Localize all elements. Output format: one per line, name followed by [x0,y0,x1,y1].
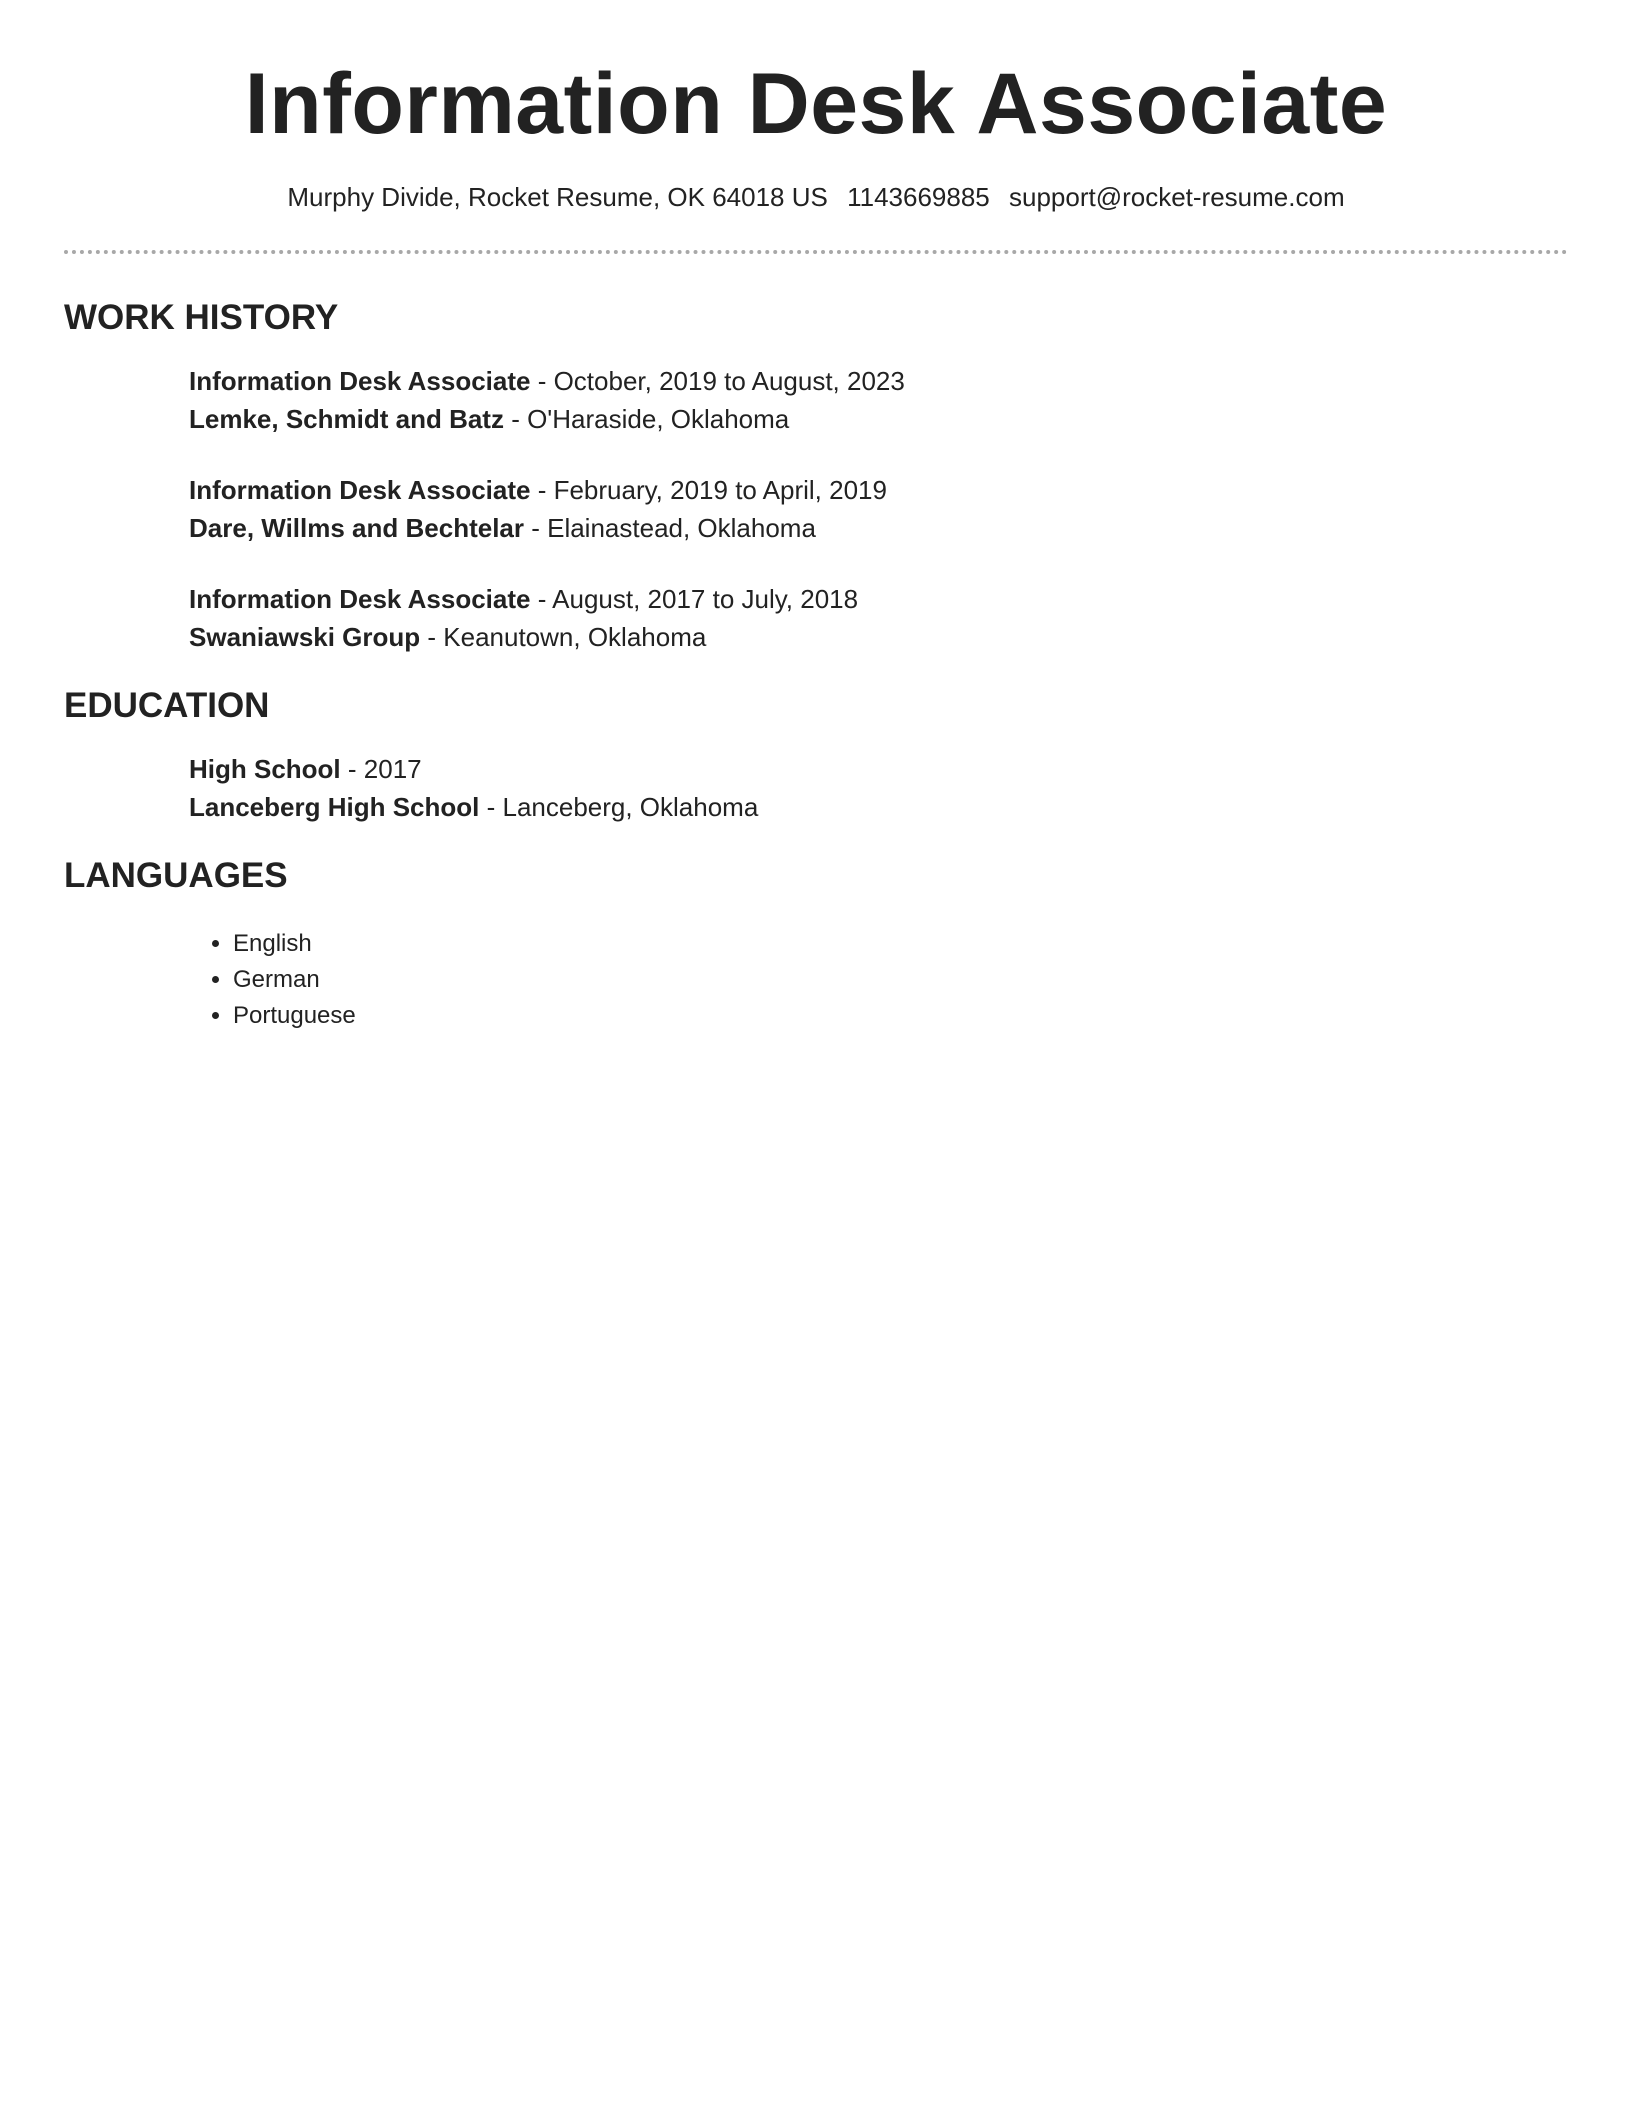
job-location: - Elainastead, Oklahoma [524,513,816,543]
degree: High School [189,754,341,784]
job-title-line [189,362,905,400]
job-company-line [189,400,905,438]
graduation-year: - 2017 [340,754,422,784]
school-line [189,788,758,826]
contact-phone: 1143669885 [847,182,990,212]
job-company-line [189,618,858,656]
header-divider [64,250,1568,254]
job-title-line [189,471,887,509]
languages-list [189,926,356,1034]
degree-line [189,750,758,788]
job-company: Swaniawski Group [189,622,421,652]
language-item: • German [233,962,356,998]
school-location: - Lanceberg, Oklahoma [479,792,759,822]
school-name: Lanceberg High School [189,792,480,822]
contact-address: Murphy Divide, Rocket Resume, OK 64018 US [287,182,828,212]
work-history-heading: WORK HISTORY [64,298,339,337]
job-role: Information Desk Associate [189,584,531,614]
language-item: • Portuguese [233,998,356,1034]
job-entry [189,471,887,547]
job-location: - O'Haraside, Oklahoma [503,404,790,434]
language-item: • English [233,926,356,962]
education-heading: EDUCATION [64,686,270,725]
job-dates: - August, 2017 to July, 2018 [530,584,859,614]
job-company: Dare, Willms and Bechtelar [189,513,524,543]
job-entry [189,580,858,656]
job-location: - Keanutown, Oklahoma [420,622,707,652]
job-entry [189,362,905,438]
resume-name: Information Desk Associate [244,56,1388,152]
job-company: Lemke, Schmidt and Batz [189,404,504,434]
education-entry [189,750,758,826]
job-company-line [189,509,887,547]
contact-email: support@rocket-resume.com [1008,182,1345,212]
job-dates: - February, 2019 to April, 2019 [530,475,887,505]
job-dates: - October, 2019 to August, 2023 [530,366,905,396]
job-role: Information Desk Associate [189,366,531,396]
languages-heading: LANGUAGES [64,856,288,895]
job-title-line [189,580,858,618]
job-role: Information Desk Associate [189,475,531,505]
contact-line [0,180,1632,214]
